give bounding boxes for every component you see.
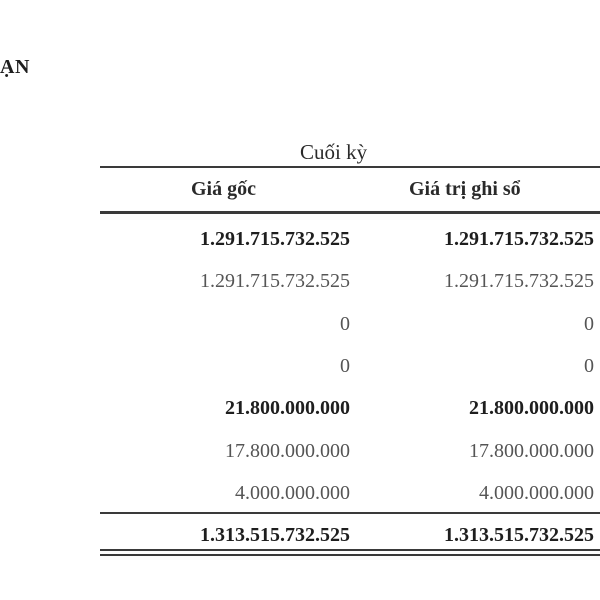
cost-cell: 1.291.715.732.525: [200, 270, 350, 292]
cost-cell: 4.000.000.000: [235, 482, 350, 504]
book-value-cell: 0: [584, 313, 594, 335]
table-top-rule: [100, 166, 600, 168]
table-row: [100, 266, 600, 296]
total-double-rule-lower: [100, 554, 600, 556]
total-double-rule-upper: [100, 549, 600, 551]
column-header-cost: Giá gốc: [191, 178, 256, 200]
table-row: [100, 224, 600, 254]
total-cost-cell: 1.313.515.732.525: [200, 524, 350, 546]
cost-cell: 0: [340, 355, 350, 377]
total-book-value-cell: 1.313.515.732.525: [444, 524, 594, 546]
table-row: [100, 436, 600, 466]
cost-cell: 17.800.000.000: [225, 440, 350, 462]
book-value-cell: 0: [584, 355, 594, 377]
cost-cell: 0: [340, 313, 350, 335]
book-value-cell: 1.291.715.732.525: [444, 228, 594, 250]
table-row: [100, 309, 600, 339]
book-value-cell: 1.291.715.732.525: [444, 270, 594, 292]
subtotal-rule: [100, 512, 600, 514]
cost-cell: 1.291.715.732.525: [200, 228, 350, 250]
table-row: [100, 351, 600, 381]
header-bottom-rule: [100, 211, 600, 214]
table-row: [100, 478, 600, 508]
book-value-cell: 4.000.000.000: [479, 482, 594, 504]
column-header-book-value: Giá trị ghi sổ: [409, 178, 521, 200]
period-label: Cuối kỳ: [300, 140, 368, 164]
book-value-cell: 21.800.000.000: [469, 397, 594, 419]
section-heading-fragment: ẠN: [0, 56, 30, 78]
cost-cell: 21.800.000.000: [225, 397, 350, 419]
total-row: [100, 520, 600, 550]
table-row: [100, 393, 600, 423]
book-value-cell: 17.800.000.000: [469, 440, 594, 462]
